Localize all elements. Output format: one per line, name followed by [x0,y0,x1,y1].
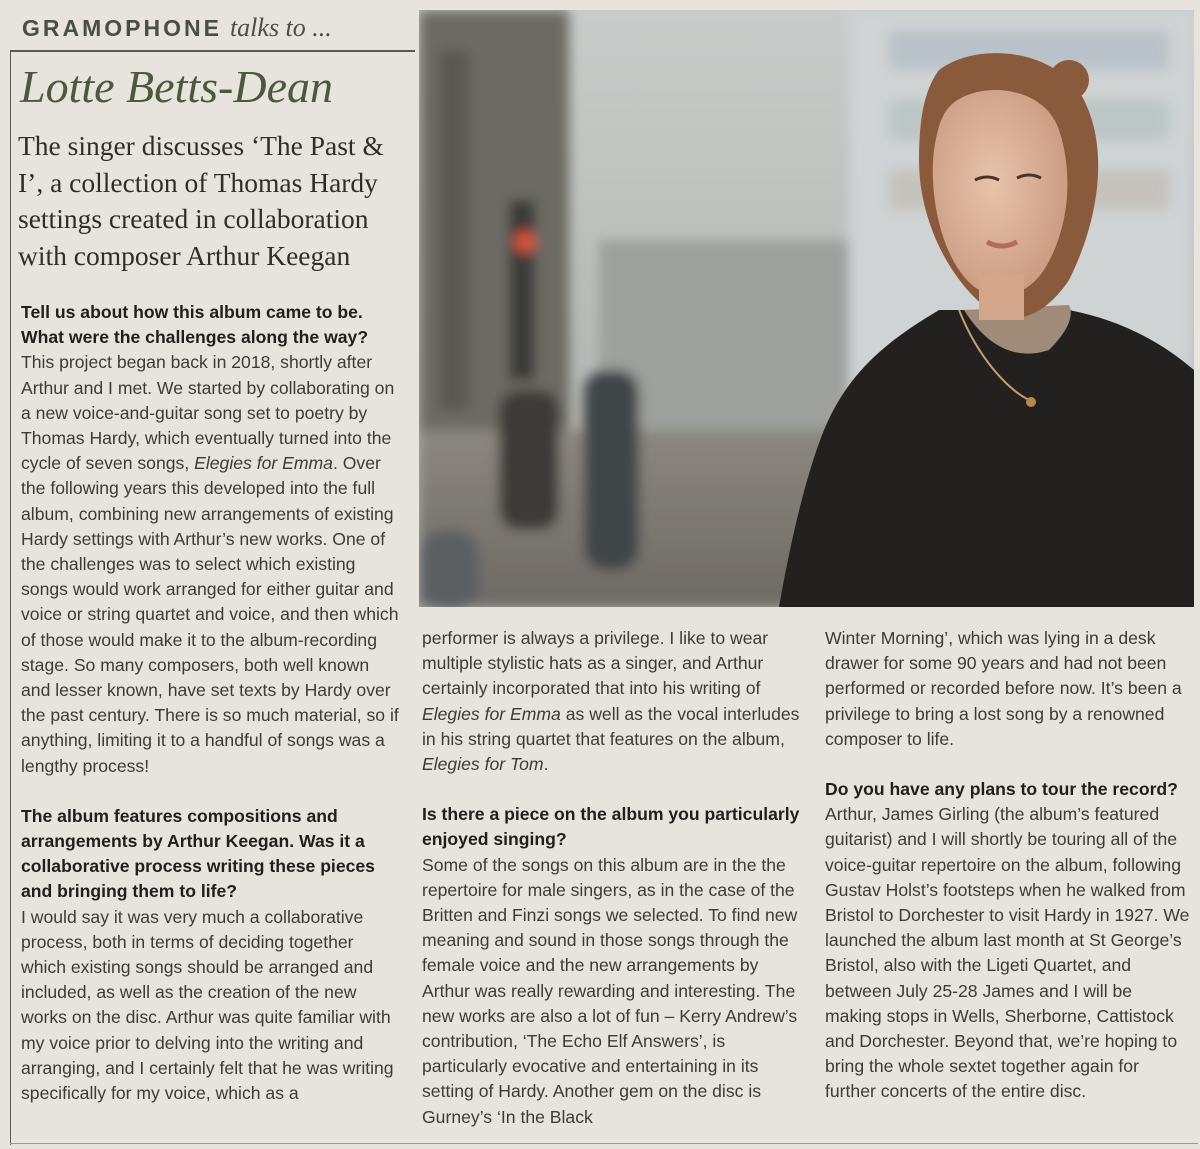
answer-1-text: This project began back in 2018, shortly after Arthur and I met. We started by collaborating on a new voice-and-guitar song set to poetry by Thomas Hardy, which eventually turned into the cycle of seven songs, [21,352,395,474]
paragraph-gap [825,752,1193,777]
bottom-rule [10,1143,1198,1144]
answer-2-cont-end: . [543,754,549,775]
answer-2-cont-text-mid: as well as the vocal interludes in his string quartet that features on the album, [422,703,800,749]
paragraph-gap [21,779,399,804]
interviewee-name: Lotte Betts-Dean [20,61,333,112]
question-2: The album features compositions and arrangements by Arthur Keegan. Was it a collaborative process writing these pieces and bringing them to life? [21,805,375,902]
album-title-ref: Elegies for Emma [194,453,333,474]
answer-3: Some of the songs on this album are in the the repertoire for male singers, as in the case of the Britten and Finzi songs we selected. To find new meaning and sound in those songs through the female voice and the new arrangements by Arthur was really rewarding and interesting. The new works are also a lot of fun – Kerry Andrew’s contribution, ‘The Echo Elf Answers’, is particularly evocative and entertaining in its setting of Hardy. Another gem on the disc is Gurney’s ‘In the Black [422,854,798,1127]
answer-1-text-cont: . Over the following years this developed into the full album, combining new arrangements of existing Hardy settings with Arthur’s new works. One of the challenges was to select which existing songs would work arranged for either guitar and voice or string quartet and voice, and then which of those would make it to the album-recording stage. So many composers, both well known and lesser known, have set texts by Hardy over the past century. There is so much material, so if anything, limiting it to a handful of songs was a lengthy process! [21,453,399,776]
portrait-photo [419,10,1194,607]
masthead [10,6,415,52]
question-3: Is there a piece on the album you particularly enjoyed singing? [422,804,800,850]
left-rule [10,50,11,1145]
portrait-illustration [419,10,1194,607]
answer-2-continued [422,626,807,777]
answer-3-continued: Winter Morning’, which was lying in a desk drawer for some 90 years and had not been performed or recorded before now. It’s been a privilege to bring a lost song by a renowned composer to life. [825,628,1182,749]
answer-2-cont-text: performer is always a privilege. I like to wear multiple stylistic hats as a singer, and Arthur certainly incorporated that into his writing of [422,628,769,699]
question-4: Do you have any plans to tour the record? [825,779,1178,800]
answer-1 [21,350,399,778]
standfirst: The singer discusses ‘The Past & I’, a collection of Thomas Hardy settings created in collaboration with composer Arthur Keegan [18,130,384,271]
text-column-2 [422,626,807,1130]
question-1: Tell us about how this album came to be. What were the challenges along the way? [21,302,369,348]
magazine-brand: GRAMOPHONE [22,14,222,41]
album-title-ref: Elegies for Emma [422,703,561,724]
work-title-ref: Elegies for Tom [422,754,544,775]
paragraph-gap [422,777,807,802]
text-column-1 [21,300,399,1106]
text-column-3 [825,626,1193,1105]
section-label: talks to ... [229,13,332,42]
answer-2: I would say it was very much a collaborative process, both in terms of deciding together which existing songs should be arranged and included, as well as the creation of the new works on the disc. Arthur was quite familiar with my voice prior to delving into the writing and arranging, and I certainly felt that he was writing specifically for my voice, which as a [21,906,394,1104]
answer-4: Arthur, James Girling (the album’s featured guitarist) and I will shortly be touring all of the voice-guitar repertoire on the album, following Gustav Holst’s footsteps when he walked from Bristol to Dorchester to visit Hardy in 1927. We launched the album last month at St George’s Bristol, also with the Ligeti Quartet, and between July 25-28 James and I will be making stops in Wells, Sherborne, Cattistock and Dorchester. Beyond that, we’re hoping to bring the whole sextet together again for further concerts of the entire disc. [825,804,1190,1102]
